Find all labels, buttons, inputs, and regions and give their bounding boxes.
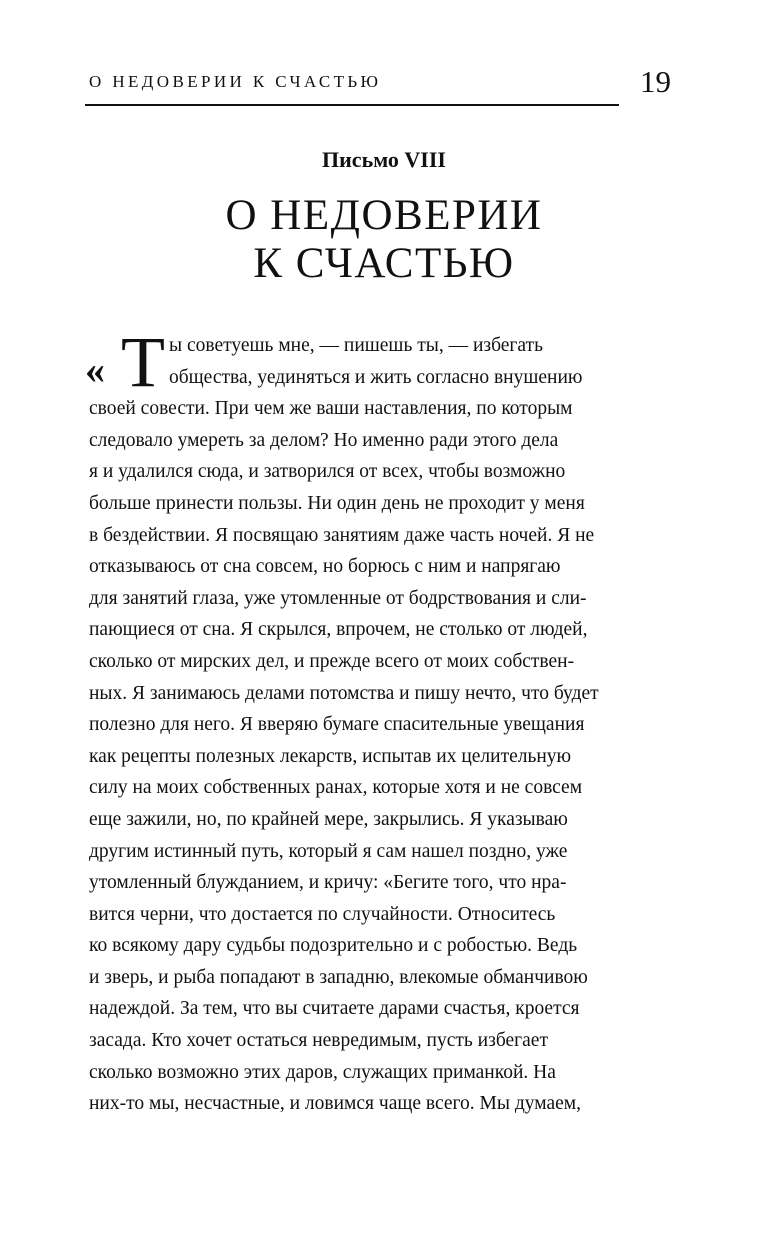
text-line: засада. Кто хочет остаться невредимым, пусть избегает [89,1030,548,1052]
drop-cap: Т [121,322,165,402]
text-line: больше принести пользы. Ни один день не проходит у меня [89,492,585,514]
text-line: вится черни, что достается по случайности. Относитесь [89,903,556,925]
page-number: 19 [640,64,671,99]
text-line: следовало умереть за делом? Но именно ради этого дела [89,429,559,451]
text-line: сколько от мирских дел, и прежде всего от моих собствен- [89,650,575,672]
letter-label: Письмо VIII [322,147,446,172]
text-line: как рецепты полезных лекарств, испытав их целительную [89,745,572,767]
text-line: я и удалился сюда, и затворился от всех, чтобы возможно [89,461,566,483]
body-text [85,322,649,1120]
chapter-title-line-1: О НЕДОВЕРИИ [225,192,543,239]
text-line: силу на моих собственных ранах, которые хотя и не совсем [89,777,583,799]
text-line: надеждой. За тем, что вы считаете дарами счастья, кроется [89,998,580,1020]
text-line: утомленный блужданием, и кричу: «Бегите того, что нра- [89,872,567,894]
drop-quote-mark: « [85,347,105,392]
running-title: О НЕДОВЕРИИ К СЧАСТЬЮ [89,72,382,91]
text-line: для занятий глаза, уже утомленные от бодрствования и сли- [89,587,587,609]
text-line: ы советуешь мне, — пишешь ты, — избегать [169,335,543,356]
drop-cap-group [85,322,165,402]
chapter-title [0,192,768,288]
chapter-title-line-2: К СЧАСТЬЮ [253,240,515,287]
text-line: сколько возможно этих даров, служащих приманкой. На [89,1061,556,1083]
text-line: своей совести. При чем же ваши наставления, по которым [89,398,573,420]
text-line: отказываюсь от сна совсем, но борюсь с ним и напрягаю [89,556,561,578]
text-line: в бездействии. Я посвящаю занятиям даже часть ночей. Я не [89,524,595,546]
running-head [85,64,619,106]
text-line: другим истинный путь, который я сам нашел поздно, уже [89,840,568,862]
text-line: них-то мы, несчастные, и ловимся чаще всего. Мы думаем, [89,1093,582,1115]
text-line: ко всякому дару судьбы подозрительно и с робостью. Ведь [89,935,578,957]
text-line: и зверь, и рыба попадают в западню, влекомые обманчивою [89,966,588,988]
text-line: общества, уединяться и жить согласно внушению [169,366,583,388]
text-line: еще зажили, но, по крайней мере, закрылись. Я указываю [89,808,568,830]
text-line: полезно для него. Я вверяю бумаге спасительные увещания [89,714,585,736]
text-line: ных. Я занимаюсь делами потомства и пишу нечто, что будет [89,682,599,704]
text-line: пающиеся от сна. Я скрылся, впрочем, не столько от людей, [89,619,588,641]
